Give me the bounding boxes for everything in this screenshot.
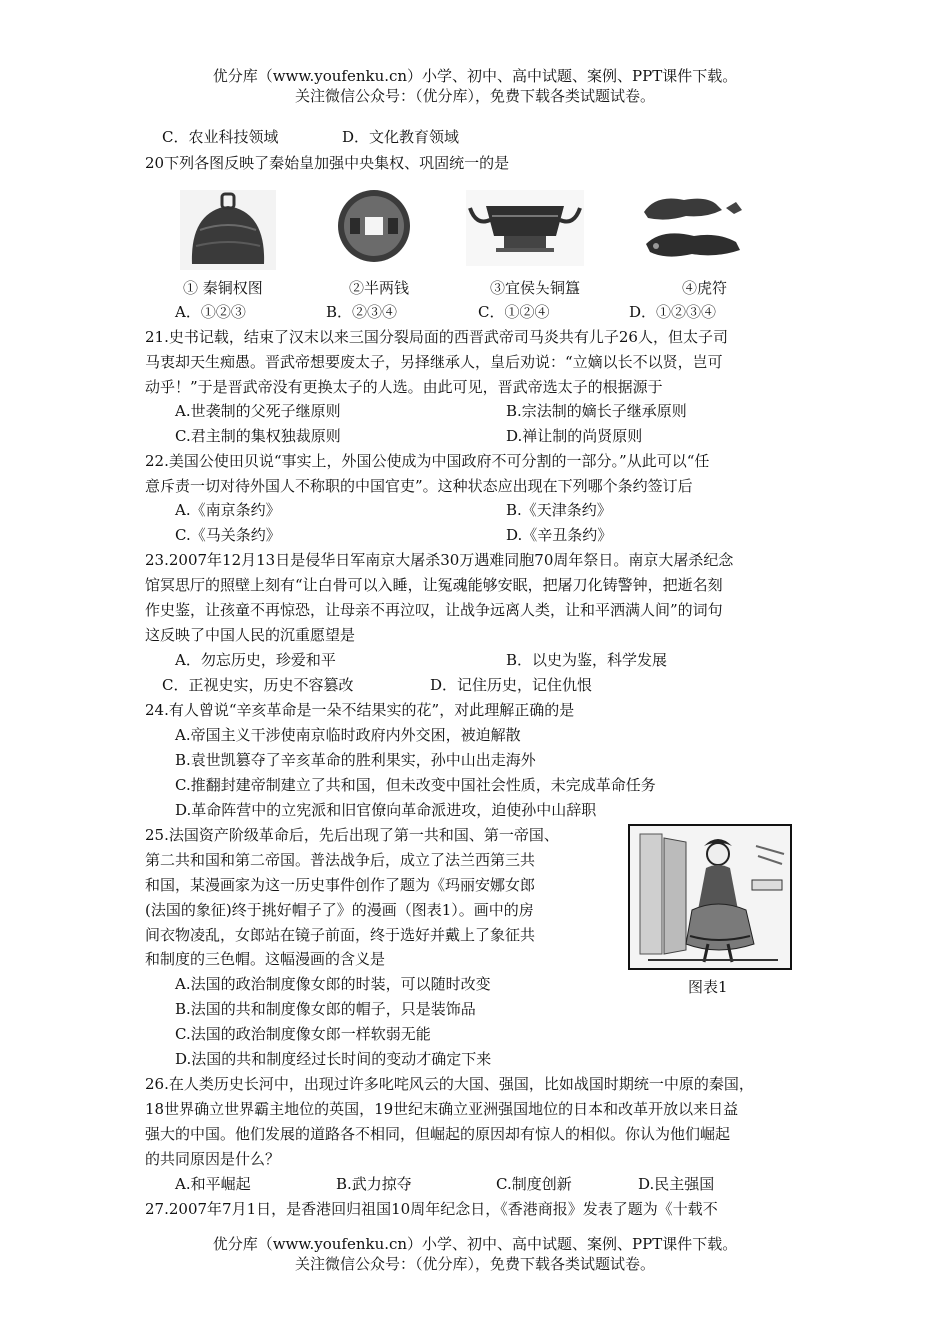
q23-option-a: A．勿忘历史，珍爱和平	[175, 651, 336, 669]
q26-line-2: 18世界确立世界霸主地位的英国，19世纪末确立亚洲强国地位的日本和改革开放以来日益	[145, 1100, 739, 1118]
q20-option-a: A．①②③	[175, 303, 246, 321]
q19-option-d: D．文化教育领域	[342, 128, 460, 146]
q21-option-a: A.世袭制的父死子继原则	[175, 402, 341, 420]
q23-line-2: 馆冥思厅的照壁上刻有“让白骨可以入睡，让冤魂能够安眠，把屠刀化铸警钟，把逝名刻	[145, 576, 723, 594]
q20-option-d: D．①②③④	[629, 303, 717, 321]
footer-line-1: 优分库（www.youfenku.cn）小学、初中、高中试题、案例、PPT课件下载。	[212, 1235, 738, 1253]
q25-option-c: C.法国的政治制度像女郎一样软弱无能	[175, 1025, 431, 1043]
q21-line-3: 动乎！”于是晋武帝没有更换太子的人选。由此可见，晋武帝选太子的根据源于	[145, 378, 663, 396]
q26-option-b: B.武力掠夺	[336, 1175, 412, 1193]
q24-option-b: B.袁世凯篡夺了辛亥革命的胜利果实，孙中山出走海外	[175, 751, 536, 769]
tiger-tally-illustration	[636, 188, 754, 268]
q25-line-4: (法国的象征)终于挑好帽子了》的漫画（图表1）。画中的房	[145, 901, 534, 919]
q25-line-2: 第二共和国和第二帝国。普法战争后，成立了法兰西第三共	[145, 851, 536, 869]
q20-option-c: C．①②④	[478, 303, 550, 321]
q23-line-3: 作史鉴，让孩童不再惊恐，让母亲不再泣叹，让战争远离人类，让和平洒满人间”的词句	[145, 601, 723, 619]
q20-caption-1: ① 秦铜权图	[183, 279, 263, 297]
q23-line-4: 这反映了中国人民的沉重愿望是	[145, 626, 356, 644]
q23-option-c: C．正视史实，历史不容篡改	[162, 676, 354, 694]
q24-option-a: A.帝国主义干涉使南京临时政府内外交困，被迫解散	[175, 726, 521, 744]
q20-caption-3: ③宜侯夨铜簋	[490, 279, 581, 297]
q21-option-b: B.宗法制的嫡长子继承原则	[506, 402, 687, 420]
q24-option-d: D.革命阵营中的立宪派和旧官僚向革命派进攻，迫使孙中山辞职	[175, 801, 597, 819]
q25-option-a: A.法国的政治制度像女郎的时装，可以随时改变	[175, 975, 491, 993]
q21-line-1: 21.史书记载，结束了汉末以来三国分裂局面的西晋武帝司马炎共有儿子26人，但太子司	[145, 328, 728, 346]
q25-line-6: 和制度的三色帽。这幅漫画的含义是	[145, 950, 386, 968]
q25-option-d: D.法国的共和制度经过长时间的变动才确定下来	[175, 1050, 492, 1068]
q19-option-c: C．农业科技领域	[162, 128, 279, 146]
q21-line-2: 马衷却天生痴愚。晋武帝想要废太子，另择继承人，皇后劝说：“立嫡以长不以贤，岂可	[145, 353, 723, 371]
q26-option-d: D.民主强国	[638, 1175, 715, 1193]
q25-line-3: 和国，某漫画家为这一历史事件创作了题为《玛丽安娜女郎	[145, 876, 536, 894]
bronze-gui-illustration	[466, 190, 584, 266]
q21-option-d: D.禅让制的尚贤原则	[506, 427, 643, 445]
q25-line-1: 25.法国资产阶级革命后，先后出现了第一共和国、第一帝国、	[145, 826, 559, 844]
q22-option-d: D.《辛丑条约》	[506, 526, 613, 544]
q26-line-4: 的共同原因是什么？	[145, 1150, 281, 1168]
q22-option-c: C.《马关条约》	[175, 526, 281, 544]
q24-stem: 24.有人曾说“辛亥革命是一朵不结果实的花”，对此理解正确的是	[145, 701, 575, 719]
q23-option-d: D．记住历史，记住仇恨	[430, 676, 593, 694]
q20-caption-4: ④虎符	[682, 279, 728, 297]
q26-option-a: A.和平崛起	[175, 1175, 251, 1193]
q26-line-1: 26.在人类历史长河中，出现过许多叱咤风云的大国、强国，比如战国时期统一中原的秦国，	[145, 1075, 754, 1093]
coin-illustration	[334, 186, 414, 266]
q27-line-1: 27.2007年7月1日，是香港回归祖国10周年纪念日，《香港商报》发表了题为《十载不	[145, 1200, 718, 1218]
figure-caption: 图表1	[688, 978, 728, 996]
q22-line-1: 22.美国公使田贝说“事实上，外国公使成为中国政府不可分割的一部分。”从此可以“任	[145, 452, 710, 470]
header-line-1: 优分库（www.youfenku.cn）小学、初中、高中试题、案例、PPT课件下载。	[212, 67, 738, 85]
q23-line-1: 23.2007年12月13日是侵华日军南京大屠杀30万遇难同胞70周年祭日。南京大屠杀纪念	[145, 551, 734, 569]
q22-option-a: A.《南京条约》	[175, 501, 281, 519]
q22-option-b: B.《天津条约》	[506, 501, 612, 519]
q20-stem: 20下列各图反映了秦始皇加强中央集权、巩固统一的是	[145, 154, 510, 172]
q20-option-b: B．②③④	[326, 303, 398, 321]
cartoon-figure	[628, 824, 792, 970]
header-line-2: 关注微信公众号：（优分库），免费下载各类试题试卷。	[294, 87, 655, 105]
q26-line-3: 强大的中国。他们发展的道路各不相同，但崛起的原因却有惊人的相似。你认为他们崛起	[145, 1125, 731, 1143]
q25-line-5: 间衣物凌乱，女郎站在镜子前面，终于选好并戴上了象征共	[145, 926, 536, 944]
q26-option-c: C.制度创新	[496, 1175, 572, 1193]
q21-option-c: C.君主制的集权独裁原则	[175, 427, 341, 445]
q25-option-b: B.法国的共和制度像女郎的帽子，只是装饰品	[175, 1000, 476, 1018]
footer-line-2: 关注微信公众号：（优分库），免费下载各类试题试卷。	[294, 1255, 655, 1273]
q24-option-c: C.推翻封建帝制建立了共和国，但未改变中国社会性质，未完成革命任务	[175, 776, 656, 794]
q23-option-b: B．以史为鉴，科学发展	[506, 651, 668, 669]
q20-caption-2: ②半两钱	[349, 279, 410, 297]
weight-illustration	[180, 190, 276, 270]
q22-line-2: 意斥责一切对待外国人不称职的中国官吏”。这种状态应出现在下列哪个条约签订后	[145, 477, 693, 495]
